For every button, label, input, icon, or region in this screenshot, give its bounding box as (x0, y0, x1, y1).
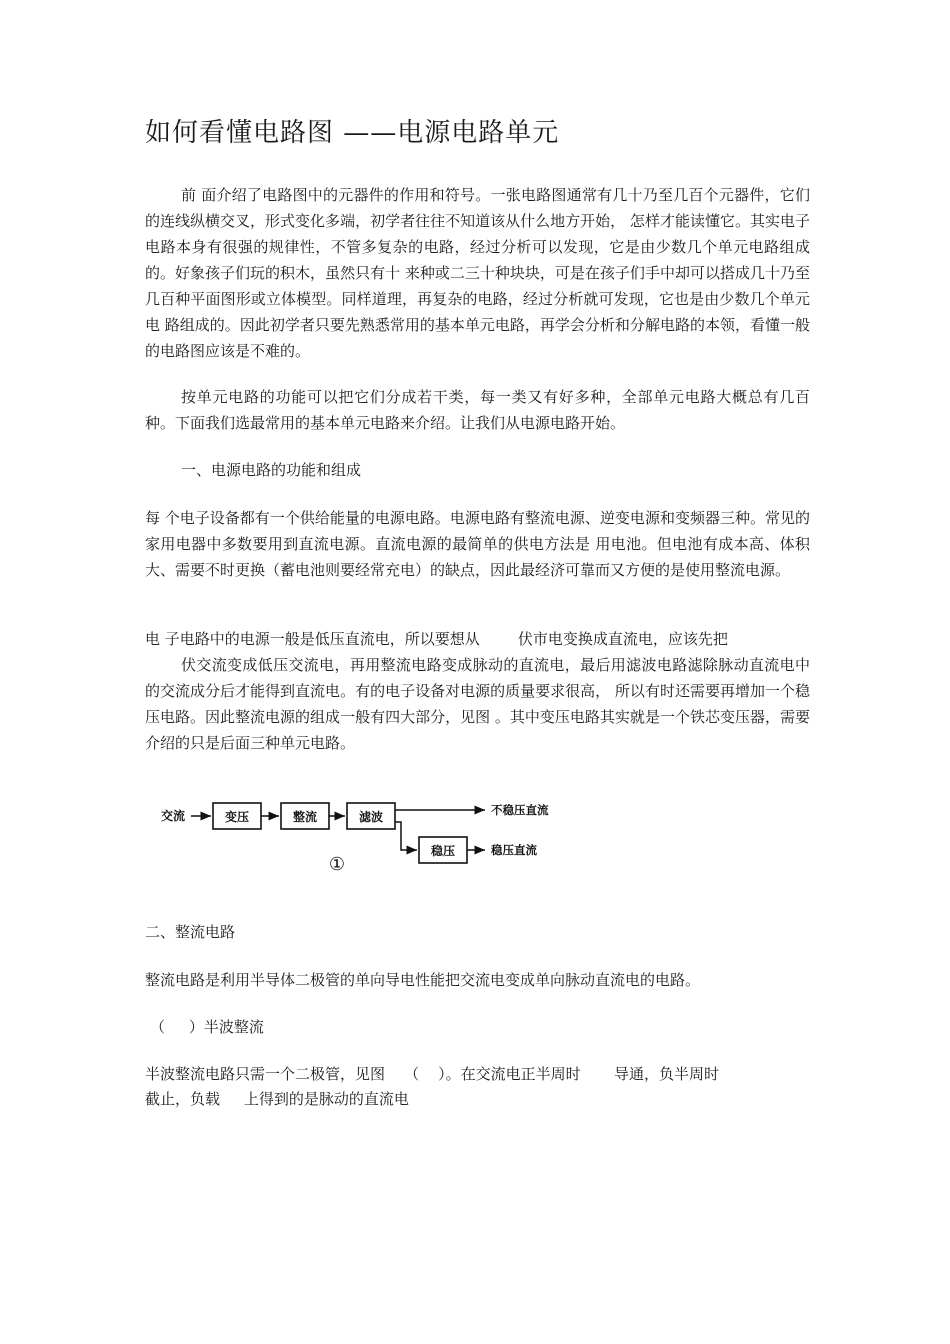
block-rectify-label: 整流 (292, 810, 318, 824)
intro-paragraph-1: 前 面介绍了电路图中的元器件的作用和符号。一张电路图通常有几十乃至几百个元器件，它们的连线纵横交叉，形式变化多端，初学者往往不知道该从什么地方开始， 怎样才能读懂它。其实电子电路本身有很强的规律性，不管多复杂的电路，经过分析可以发现，它是由少数几个单元电路组成的。好象孩子们玩的积木，虽然只有十 来种或二三十种块块，可是在孩子们手中却可以搭成几十乃至几百种平面图形或立体模型。同样道理，再复杂的电路，经过分析就可发现，它也是由少数几个单元电 路组成的。因此初学者只要先熟悉常用的基本单元电路，再学会分析和分解电路的本领，看懂一般的电路图应该是不难的。 (145, 186, 810, 360)
half-wave-paragraph-line-2: 截止，负载 上得到的是脉动的直流电 (145, 1090, 409, 1108)
half-wave-paragraph-line-1: 半波整流电路只需一个二极管，见图 （ ）。在交流电正半周时 导通，负半周时 (145, 1065, 720, 1083)
section-2-paragraph-1: 整流电路是利用半导体二极管的单向导电性能把交流电变成单向脉动直流电的电路。 (145, 971, 701, 989)
block-transform-label: 变压 (224, 810, 250, 824)
section-2-heading: 二、整流电路 (145, 923, 236, 941)
block-filter-label: 滤波 (358, 810, 384, 824)
figure-number: ① (328, 854, 346, 875)
block-regulate-label: 稳压 (430, 844, 456, 858)
document-title: 如何看懂电路图 ——电源电路单元 (145, 118, 560, 148)
power-supply-block-diagram (155, 788, 575, 878)
diagram-input-label: 交流 (161, 809, 186, 823)
section-1-paragraph-1: 每 个电子设备都有一个供给能量的电源电路。电源电路有整流电源、逆变电源和变频器三种。常见的家用电器中多数要用到直流电源。直流电源的最简单的供电方法是 用电池。但电池有成本高、体积大、需要不时更换（蓄电池则要经常充电）的缺点，因此最经济可靠而又方便的是使用整流电源。 (145, 509, 810, 579)
output-unregulated-label: 不稳压直流 (491, 803, 549, 817)
section-1-paragraph-2-line-1: 电 子电路中的电源一般是低压直流电，所以要想从 伏市电变换成直流电，应该先把 (145, 630, 728, 648)
intro-paragraph-2: 按单元电路的功能可以把它们分成若干类，每一类又有好多种，全部单元电路大概总有几百种。下面我们选最常用的基本单元电路来介绍。让我们从电源电路开始。 (145, 388, 810, 432)
section-1-heading: 一、电源电路的功能和组成 (181, 461, 362, 479)
output-regulated-label: 稳压直流 (491, 843, 537, 857)
half-wave-heading: （ ）半波整流 (150, 1018, 264, 1036)
arrow-filter-to-regulate (395, 822, 417, 850)
section-1-paragraph-2-body: 伏交流变成低压交流电，再用整流电路变成脉动的直流电，最后用滤波电路滤除脉动直流电中的交流成分后才能得到直流电。有的电子设备对电源的质量要求很高， 所以有时还需要再增加一个稳压电路。因此整流电源的组成一般有四大部分，见图 。其中变压电路其实就是一个铁芯变压器，需要介绍的只是后面三种单元电路。 (145, 656, 810, 752)
